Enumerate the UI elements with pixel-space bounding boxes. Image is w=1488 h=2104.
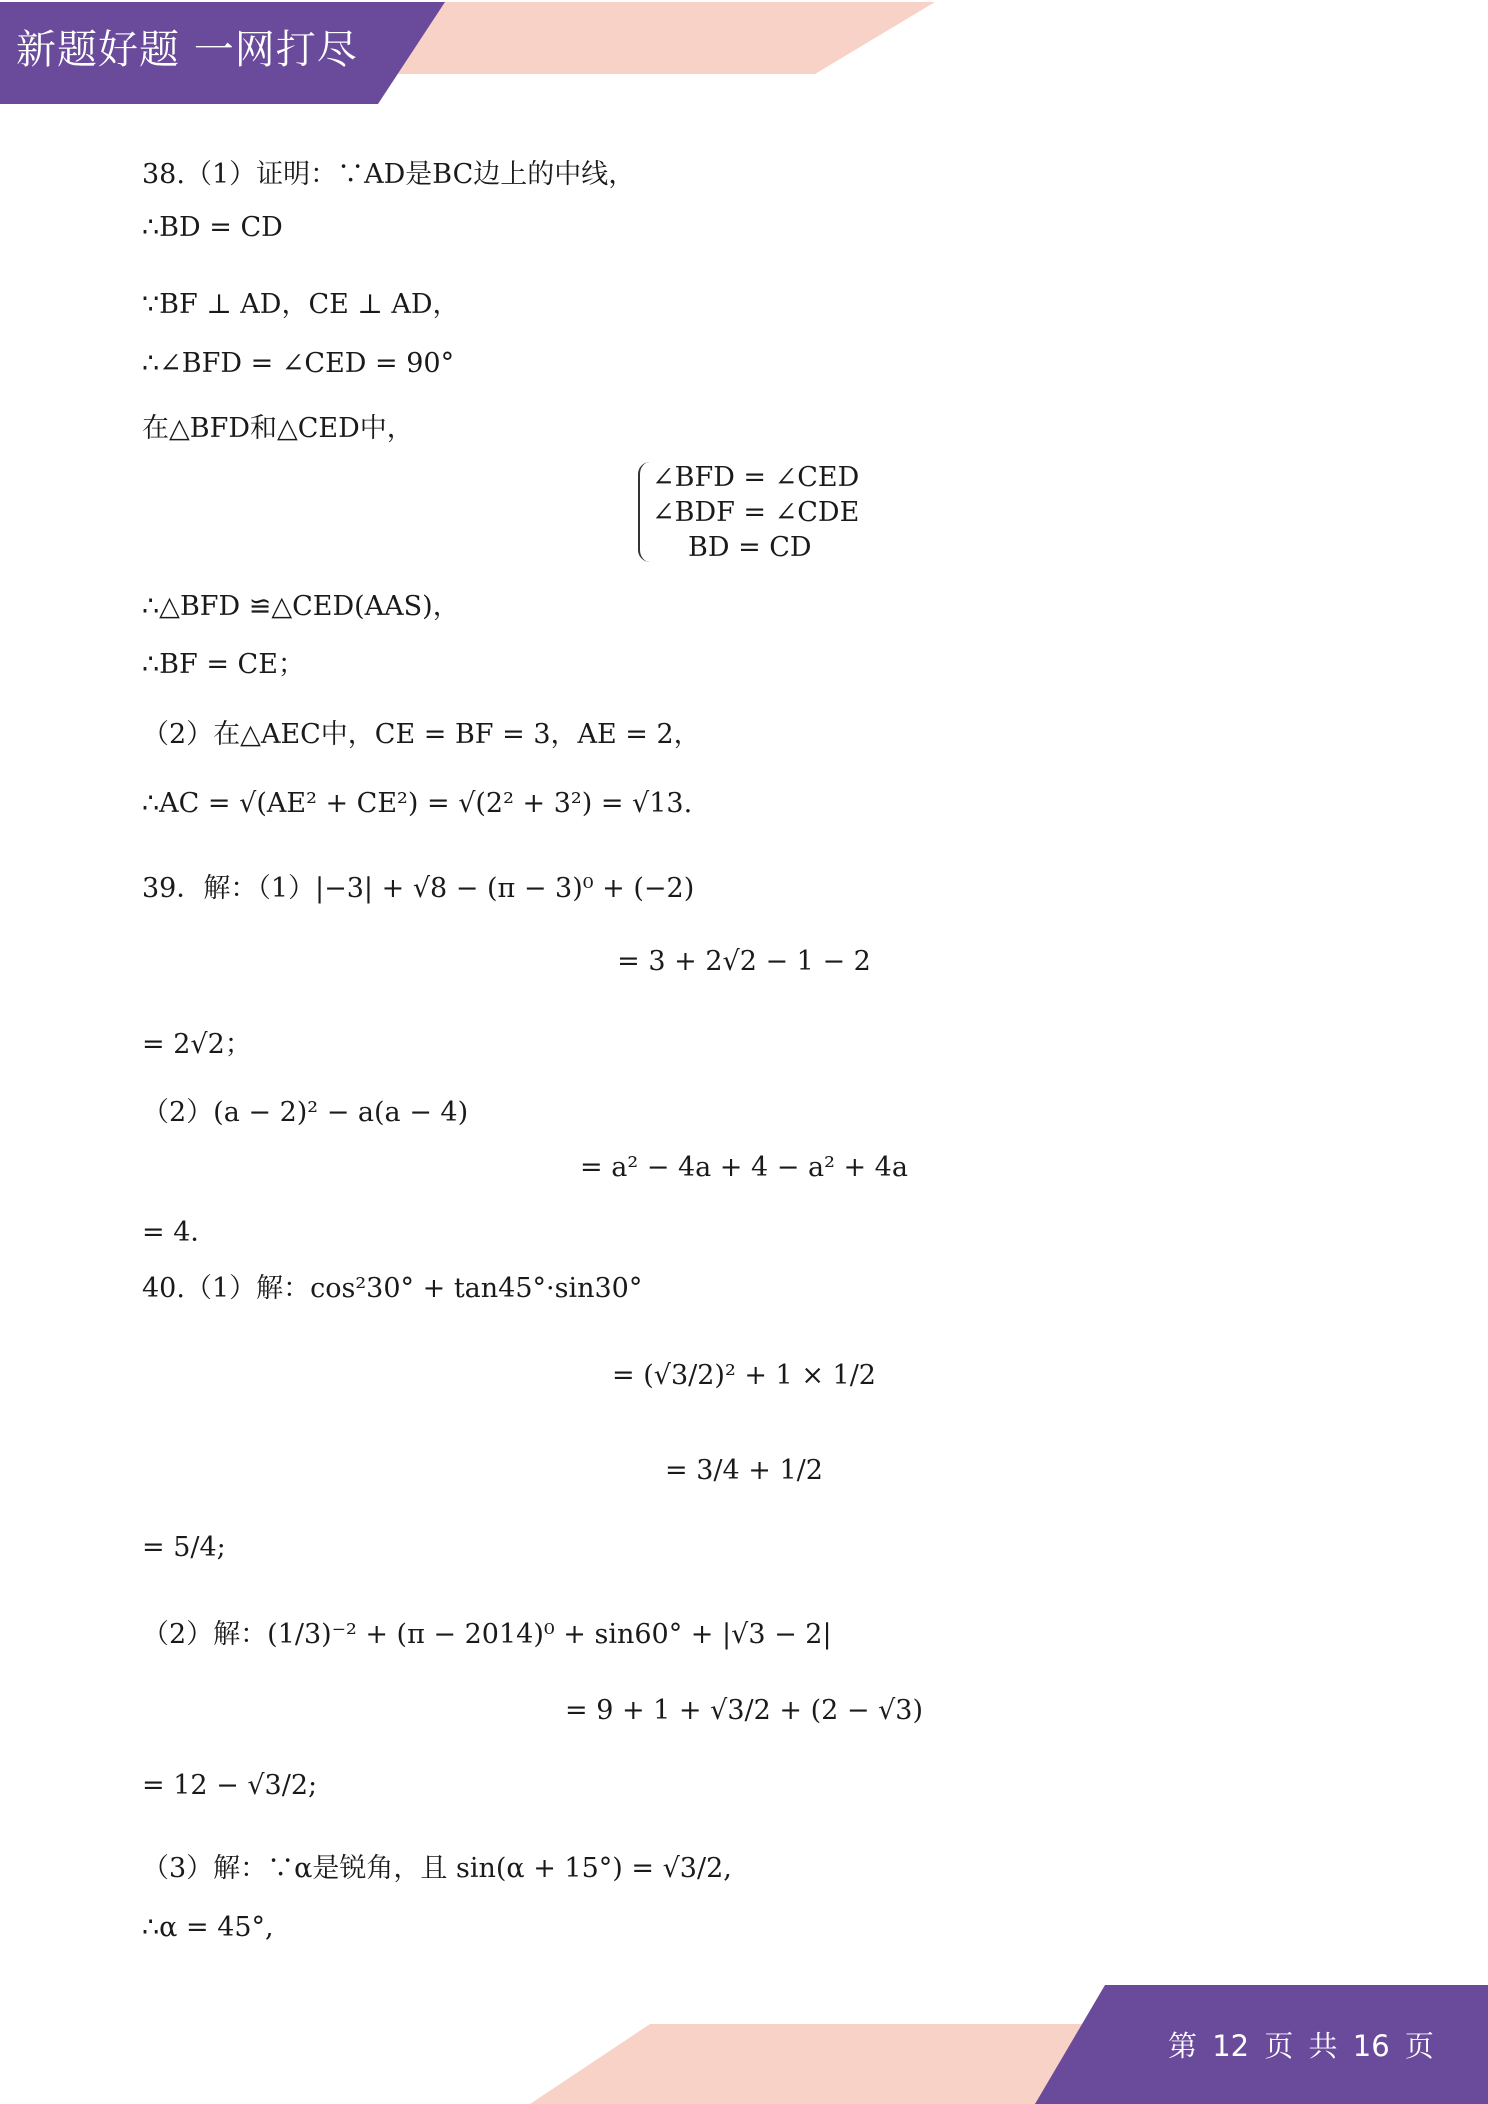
system-line-1: ∠BFD = ∠CED bbox=[652, 462, 860, 493]
q40-line-4: = 5/4; bbox=[142, 1532, 226, 1563]
q38-line-6: ∴△BFD ≌△CED(AAS)， bbox=[142, 591, 460, 622]
q38-line-4: ∴∠BFD = ∠CED = 90° bbox=[142, 348, 455, 379]
q38-line-2: ∴BD = CD bbox=[142, 212, 283, 243]
q39-line-6: = 4． bbox=[142, 1217, 218, 1248]
q38-line-3: ∵BF ⊥ AD，CE ⊥ AD， bbox=[142, 289, 460, 320]
q38-line-1: 38.（1）证明：∵AD是BC边上的中线， bbox=[142, 159, 636, 190]
q38-line-5: 在△BFD和△CED中， bbox=[142, 413, 414, 444]
q39-line-1: 39．解：（1）|−3| + √8 − (π − 3)⁰ + (−2) bbox=[142, 873, 695, 904]
q40-line-2: = (√3/2)² + 1 × 1/2 bbox=[612, 1360, 876, 1391]
q40-line-6: = 9 + 1 + √3/2 + (2 − √3) bbox=[564, 1695, 923, 1726]
q40-line-1: 40.（1）解：cos²30° + tan45°·sin30° bbox=[142, 1273, 643, 1304]
q40-line-3: = 3/4 + 1/2 bbox=[665, 1455, 823, 1486]
q38-line-9: ∴AC = √(AE² + CE²) = √(2² + 3²) = √13. bbox=[142, 788, 693, 819]
q38-line-7: ∴BF = CE； bbox=[142, 649, 305, 680]
q40-line-7: = 12 − √3/2; bbox=[142, 1770, 318, 1801]
q40-line-5: （2）解：(1/3)⁻² + (π − 2014)⁰ + sin60° + |√3 − 2| bbox=[142, 1619, 832, 1650]
q40-line-9: ∴α = 45°, bbox=[142, 1912, 274, 1943]
q40-line-8: （3）解：∵α是锐角，且 sin(α + 15°) = √3/2, bbox=[142, 1853, 732, 1884]
page-number: 第 12 页 共 16 页 bbox=[1168, 2029, 1434, 2063]
q39-line-5: = a² − 4a + 4 − a² + 4a bbox=[580, 1152, 908, 1183]
system-line-3: BD = CD bbox=[688, 532, 812, 563]
system-line-2: ∠BDF = ∠CDE bbox=[652, 497, 860, 528]
q38-line-8: （2）在△AEC中，CE = BF = 3，AE = 2， bbox=[142, 719, 701, 750]
q39-line-3: = 2√2； bbox=[142, 1029, 252, 1060]
q39-line-2: = 3 + 2√2 − 1 − 2 bbox=[617, 946, 871, 977]
q39-line-4: （2）(a − 2)² − a(a − 4) bbox=[142, 1097, 469, 1128]
header-title: 新题好题 一网打尽 bbox=[16, 27, 358, 73]
